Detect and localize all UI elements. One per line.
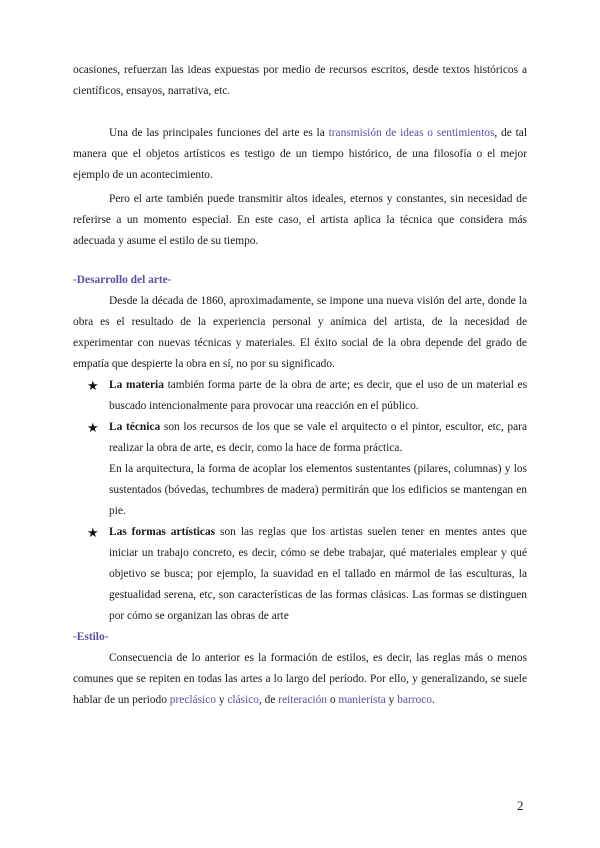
desarrollo-paragraph: Desde la década de 1860, aproximadamente, se impone una nueva visión del arte, donde la obra es el resultado de la experiencia personal y anímica del artista, de la necesidad de experimentar con nuevas técnicas y materiales. El éxito social de la obra depende del grado de empatía que despierte la obra en sí, no por su significado.: [73, 295, 527, 370]
section-heading-desarrollo: -Desarrollo del arte-: [73, 274, 172, 286]
link-clasico[interactable]: clásico: [227, 694, 259, 706]
list-item: [73, 417, 527, 522]
star-bullet-icon: ★: [87, 525, 99, 540]
estilo-comma-de: , de: [258, 694, 279, 706]
bullet-list: [73, 375, 527, 627]
page-content: [73, 60, 527, 711]
bullet-text: son las reglas que los artistas suelen tener en mentes antes que iniciar un trabajo concreto, es decir, cómo se debe trabajar, qué materiales emplear y qué objetivo se busca; por ejemplo, la suavidad en el tallado en mármol de las esculturas, la gestualidad serena, etc, son características de las formas clásicas. Las formas se distinguen por cómo se organizan las obras de arte: [109, 526, 527, 622]
list-item: [73, 522, 527, 627]
estilo-y-1: y: [215, 694, 228, 706]
functions-text-before: Una de las principales funciones del arte es la: [109, 127, 329, 139]
bullet-term: Las formas artísticas: [109, 526, 216, 538]
star-bullet-icon: ★: [87, 378, 99, 393]
bullet-term: La materia: [109, 379, 164, 391]
functions-paragraph-1: [73, 123, 527, 186]
estilo-paragraph: [73, 648, 527, 711]
functions-text-after: , de tal manera que el objetos artísticos es testigo de un tiempo histórico, de una filosofía o el mejor ejemplo de un acontecimiento.: [73, 127, 527, 181]
intro-paragraph: ocasiones, refuerzan las ideas expuestas por medio de recursos escritos, desde textos históricos a científicos, ensayos, narrativa, etc.: [73, 64, 527, 97]
estilo-y-2: y: [385, 694, 398, 706]
link-reiteracion[interactable]: reiteración: [278, 694, 327, 706]
list-item: [73, 375, 527, 417]
estilo-text-before: Consecuencia de lo anterior es la formación de estilos, es decir, las reglas más o menos comunes que se repiten en todas las artes a lo largo del período. Por ello, y generalizando, se suele hablar de un periodo: [73, 652, 527, 706]
link-transmision-ideas[interactable]: transmisión de ideas o sentimientos: [328, 127, 495, 139]
bullet-text: son los recursos de los que se vale el arquitecto o el pintor, escultor, etc, para realizar la obra de arte, es decir, como la hace de forma práctica.: [109, 421, 528, 454]
section-heading-estilo: -Estilo-: [73, 631, 109, 643]
functions-paragraph-2: Pero el arte también puede transmitir altos ideales, eternos y constantes, sin necesidad de referirse a un momento especial. En este caso, el artista aplica la técnica que considera más adecuada y asume el estilo de su tiempo.: [73, 193, 527, 247]
estilo-o: o: [326, 694, 339, 706]
bullet-text: también forma parte de la obra de arte; es decir, que el uso de un material es buscado intencionalmente para provocar una reacción en el público.: [109, 379, 527, 412]
estilo-end: .: [432, 694, 435, 706]
page-number: 2: [517, 798, 524, 813]
star-bullet-icon: ★: [87, 420, 99, 435]
bullet-extra-text: En la arquitectura, la forma de acoplar los elementos sustentantes (pilares, columnas) y los sustentados (bóvedas, techumbres de madera) permitirán que los edificios se mantengan en pie.: [109, 463, 527, 517]
bullet-term: La técnica: [109, 421, 161, 433]
link-preclasico[interactable]: preclásico: [169, 694, 216, 706]
link-manierista[interactable]: manierista: [338, 694, 386, 706]
link-barroco[interactable]: barroco: [397, 694, 433, 706]
